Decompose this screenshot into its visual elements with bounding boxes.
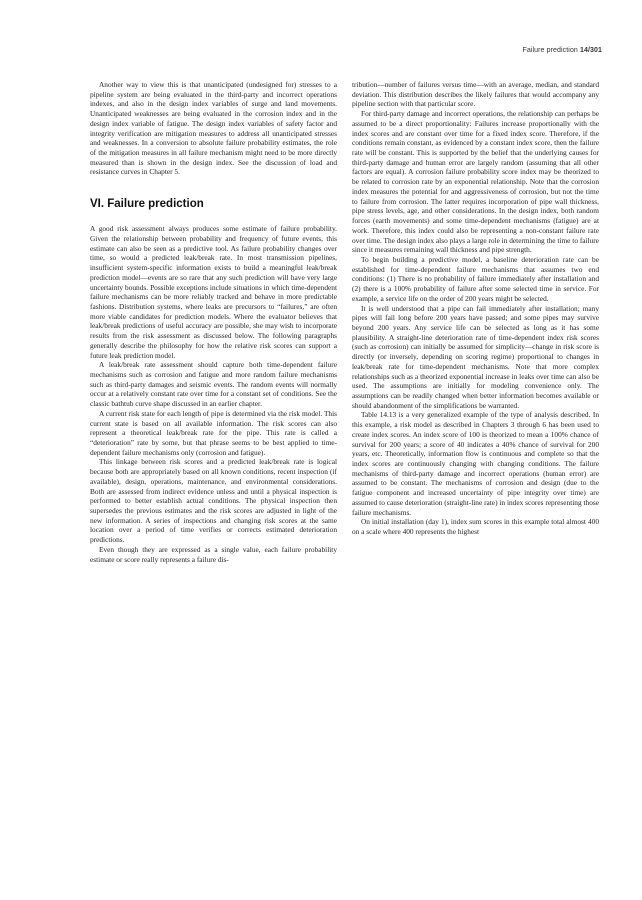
page-number: 14/301 (579, 47, 602, 54)
intro-paragraph: Another way to view this is that unanticipated (undesigned for) stresses to a pipeline system are being evaluated in the third-party and incorrect operations indexes, and also in the design index variables of surge and land movements. Unanticipated weaknesses are being evaluated in the corrosion index and in the design index variable of fatigue. The design index variables of safety factor and integrity verification are mitigation measures to address all unanticipated stresses and weaknesses. In a conversion to absolute failure probability estimates, the role of the mitigation measures in all failure mechanism might need to be more directly measured than is shown in the design index. See the discussion of load and resistance curves in Chapter 5. (90, 80, 337, 177)
section-heading: VI. Failure prediction (90, 198, 204, 211)
right-column (352, 80, 599, 537)
running-header (522, 47, 602, 54)
body-paragraph: A good risk assessment always produces some estimate of failure probability. Given the relationship between probability and frequency of future events, this estimate can also be seen as a predictive tool. As failure probability changes over time, so would a predicted leak/break rate. In most transmission pipelines, insufficient system-specific information exists to build a meaningful leak/break prediction model—events are so rare that any such prediction will have very large uncertainty bounds. Possible exceptions include situations in which time-dependent failure mechanisms can be more reliably tracked and behave in more predictable fashions. Distribution systems, where leaks are precursors to “failures,” are often more viable candidates for prediction models. Where the evaluator believes that leak/break predictions of useful accuracy are possible, she may wish to incorporate results from the risk assessment as discussed below. The following paragraphs generally describe the philosophy for how the relative risk scores can support a future leak prediction model. (90, 224, 337, 360)
left-column (90, 80, 337, 564)
body-paragraph: For third-party damage and incorrect operations, the relationship can perhaps be assumed to be a direct proportionality: Failures increase proportionally with the index scores and are constant over time for a fixed index score. Therefore, if the conditions remain constant, as evidenced by a constant index score, then the failure rate will be constant. This is supported by the belief that the underlying causes for third-party damage and human error are largely random (assuming that all other factors are equal). A corrosion failure probability score index may be theorized to be related to corrosion rate by an exponential relationship. Note that the corrosion index measures the potential for and aggressiveness of corrosion, but not the time to failure from corrosion. The latter requires incorporation of pipe wall thickness, pipe stress levels, age, and other considerations. In the design index, both random forces (earth movements) and some time-dependent mechanisms (fatigue) are at work. Therefore, this index could also be representing a non-constant failure rate over time. The design index also plays a large role in determining the time to failure since it measures remaining wall thickness and pipe strength. (352, 109, 599, 255)
running-title: Failure prediction (522, 47, 578, 54)
body-paragraph: This linkage between risk scores and a predicted leak/break rate is logical because both are appropriately based on all known conditions, recent inspection (if available), design, operations, maintenance, and environmental considerations. Both are assessed from indirect evidence unless and until a physical inspection is performed to better establish actual conditions. The physical inspection then supersedes the previous estimates and the risk scores are adjusted in light of the new information. A series of inspections and changing risk scores at the same location over a period of time verifies or corrects estimated deterioration predictions. (90, 457, 337, 545)
body-paragraph: It is well understood that a pipe can fail immediately after installation; many pipes will fail long before 200 years have passed; and some pipes may survive beyond 200 years. Any service life can be selected as long as it has some plausibility. A straight-line deterioration rate of time-dependent index risk scores (such as corrosion) can initially be assumed for simplicity—change in risk score is directly (or inversely, depending on scoring regime) proportional to changes in leak/break rate for time-dependent mechanisms. Note that more complex relationships such as a theorized exponential increase in leaks over time can also be used. The assumptions are initially for modeling convenience only. The assumptions can be readily changed when better information becomes available or should abandonment of the simplifications be warranted. (352, 303, 599, 410)
body-paragraph: To begin building a predictive model, a baseline deterioration rate can be established for time-dependent failure mechanisms that assumes two end conditions: (1) There is no probability of failure immediately after installation and (2) there is a 100% probability of failure after some selected time in service. For example, a service life on the order of 200 years might be selected. (352, 254, 599, 303)
body-paragraph: A current risk state for each length of pipe is determined via the risk model. This current state is based on all available information. The risk scores can also represent a theoretical leak/break rate for the pipe. This rate is called a “deterioration” rate by some, but that phrase seems to be best applied to time-dependent failure mechanisms only (corrosion and fatigue). (90, 408, 337, 457)
body-paragraph: Even though they are expressed as a single value, each failure probability estimate or score really represents a failure dis- (90, 544, 337, 564)
body-paragraph: Table 14.13 is a very generalized example of the type of analysis described. In this example, a risk model as described in Chapters 3 through 6 has been used to create index scores. An index score of 100 is theorized to mean a 100% chance of survival for 200 years; a score of 40 indicates a 40% chance of survival for 200 years, etc. Theoretically, information flow is continuous and complete so that the index scores are continuously changing with changing conditions. The failure mechanisms of third-party damage and incorrect operations (human error) are assumed to be constant. The mechanisms of corrosion and design (due to the fatigue component and increased uncertainty of pipe integrity over time) are assumed to cause deterioration (straight-line rate) in index scores representing those failure mechanisms. (352, 410, 599, 517)
body-paragraph: tribution—number of failures versus time—with an average, median, and standard deviation. This distribution describes the likely failures that would accompany any pipeline section with that particular score. (352, 80, 599, 109)
body-paragraph: A leak/break rate assessment should capture both time-dependent failure mechanisms such as corrosion and fatigue and more random failure mechanisms such as third-party damages and seismic events. The random events will normally occur at a relatively constant rate over time for a constant set of conditions. See the classic bathtub curve shape discussed in an earlier chapter. (90, 360, 337, 409)
body-paragraph: On initial installation (day 1), index sum scores in this example total almost 400 on a scale where 400 represents the highest (352, 517, 599, 537)
